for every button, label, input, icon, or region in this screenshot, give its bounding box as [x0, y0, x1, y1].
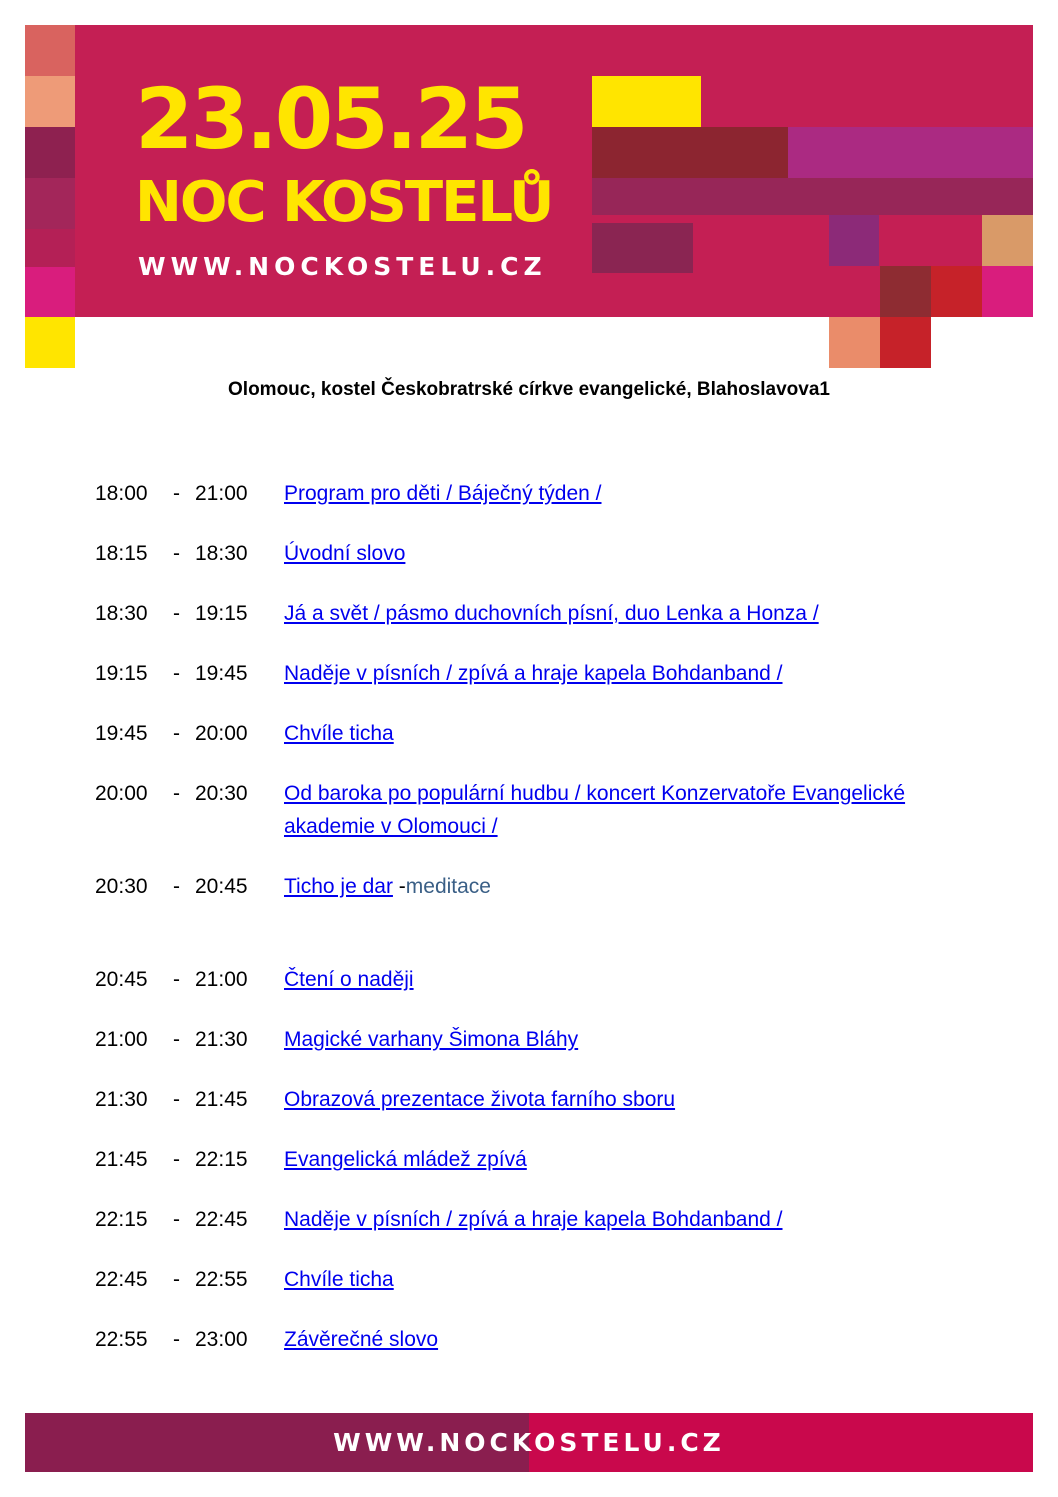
end-time: 18:30 [195, 542, 248, 565]
end-time: 23:00 [195, 1328, 248, 1351]
time-separator: - [173, 875, 180, 898]
start-time: 21:30 [95, 1088, 148, 1111]
end-time: 20:30 [195, 782, 248, 805]
start-time: 22:55 [95, 1328, 148, 1351]
end-time: 20:00 [195, 722, 248, 745]
time-separator: - [173, 542, 180, 565]
end-time: 19:15 [195, 602, 248, 625]
program-link[interactable]: Naděje v písních / zpívá a hraje kapela Bohdanband / [284, 662, 783, 685]
program-link[interactable]: Chvíle ticha [284, 722, 394, 745]
start-time: 18:15 [95, 542, 148, 565]
end-time: 19:45 [195, 662, 248, 685]
time-separator: - [173, 602, 180, 625]
note-separator: - [398, 875, 406, 898]
time-separator: - [173, 1148, 180, 1171]
schedule-row [95, 963, 975, 996]
start-time: 18:30 [95, 602, 148, 625]
program-link[interactable]: Já a svět / pásmo duchovních písní, duo Lenka a Honza / [284, 602, 819, 625]
program-note: meditace [405, 875, 491, 898]
program-link[interactable]: Naděje v písních / zpívá a hraje kapela Bohdanband / [284, 1208, 783, 1231]
schedule-row [95, 1203, 975, 1236]
time-separator: - [173, 782, 180, 805]
program-link[interactable]: Ticho je dar [284, 875, 393, 898]
schedule-row [95, 1023, 975, 1056]
time-separator: - [173, 1088, 180, 1111]
start-time: 21:00 [95, 1028, 148, 1051]
header-banner [25, 25, 1033, 368]
time-separator: - [173, 722, 180, 745]
program-link[interactable]: Od baroka po populární hudbu / koncert Konzervatoře Evangelické akademie v Olomouci / [284, 782, 906, 838]
event-title: NOC KOSTELŮ [135, 170, 553, 235]
venue-heading: Olomouc, kostel Českobratrské církve evangelické, Blahoslavova1 [228, 379, 830, 400]
start-time: 22:45 [95, 1268, 148, 1291]
program-link[interactable]: Chvíle ticha [284, 1268, 394, 1291]
time-separator: - [173, 1028, 180, 1051]
time-separator: - [173, 662, 180, 685]
start-time: 20:00 [95, 782, 148, 805]
end-time: 22:15 [195, 1148, 248, 1171]
schedule-list [95, 477, 975, 1383]
schedule-row [95, 597, 975, 630]
schedule-row [95, 1083, 975, 1116]
end-time: 20:45 [195, 875, 248, 898]
program-link[interactable]: Čtení o naději [284, 968, 414, 991]
schedule-row [95, 1323, 975, 1356]
schedule-row [95, 537, 975, 570]
start-time: 19:15 [95, 662, 148, 685]
end-time: 22:55 [195, 1268, 248, 1291]
start-time: 20:30 [95, 875, 148, 898]
program-link[interactable]: Obrazová prezentace života farního sboru [284, 1088, 676, 1111]
end-time: 21:45 [195, 1088, 248, 1111]
start-time: 21:45 [95, 1148, 148, 1171]
time-separator: - [173, 1328, 180, 1351]
schedule-row [95, 717, 975, 750]
header-url[interactable]: WWW.NOCKOSTELU.CZ [138, 252, 547, 281]
program-link[interactable]: Závěrečné slovo [284, 1328, 439, 1351]
program-link[interactable]: Program pro děti / Báječný týden / [284, 482, 602, 505]
start-time: 22:15 [95, 1208, 148, 1231]
time-separator: - [173, 482, 180, 505]
footer-url[interactable]: WWW.NOCKOSTELU.CZ [333, 1428, 725, 1457]
program-link[interactable]: Evangelická mládež zpívá [284, 1148, 527, 1171]
event-date: 23.05.25 [135, 70, 526, 168]
end-time: 21:00 [195, 968, 248, 991]
time-separator: - [173, 1208, 180, 1231]
end-time: 22:45 [195, 1208, 248, 1231]
schedule-row [95, 1263, 975, 1296]
schedule-row [95, 870, 975, 903]
start-time: 20:45 [95, 968, 148, 991]
schedule-row [95, 777, 975, 843]
time-separator: - [173, 1268, 180, 1291]
start-time: 19:45 [95, 722, 148, 745]
schedule-row [95, 477, 975, 510]
start-time: 18:00 [95, 482, 148, 505]
program-link[interactable]: Magické varhany Šimona Bláhy [284, 1028, 579, 1051]
schedule-row [95, 1143, 975, 1176]
footer-banner [25, 1413, 1033, 1472]
end-time: 21:00 [195, 482, 248, 505]
end-time: 21:30 [195, 1028, 248, 1051]
program-link[interactable]: Úvodní slovo [284, 542, 406, 565]
time-separator: - [173, 968, 180, 991]
schedule-row [95, 657, 975, 690]
